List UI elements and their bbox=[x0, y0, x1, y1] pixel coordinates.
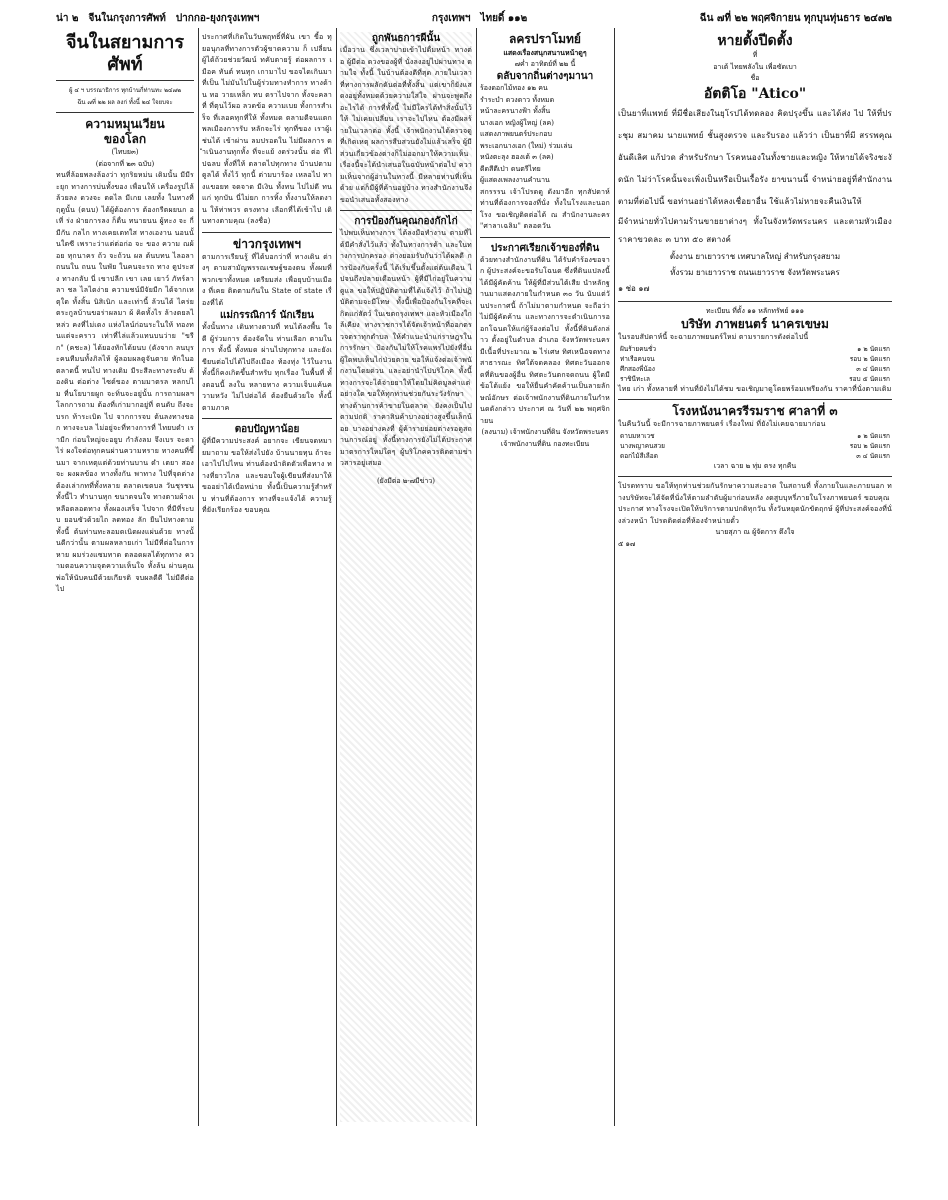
cast-item: ดีดสีตีเป่า ดนตรีไทย bbox=[480, 164, 541, 173]
notice-body: ด้วยทางสำนักงานที่ดิน ได้รับคำร้องขอจาก ผู้ประสงค์จะขอรับโฉนด ซึ่งที่ดินแปลงนี้ ได้มีผู้คัดค้าน ให้ผู้ที่มีส่วนได้เสีย นำหลักฐานมาแสดงภายในกำหนด ๓๐ วัน นับแต่วันประกาศนี้ ถ้าไม่มาตามกำหนด จะถือว่าไม่มีผู้คัดค้าน และทางการจะดำเนินการออกโฉนดให้แก่ผู้ร้องต่อไป ทั้งนี้ที่ดินดังกล่าว ตั้งอยู่ในตำบล อำเภอ จังหวัดพระนคร มีเนื้อที่ประมาณ ๒ ไร่เศษ ทิศเหนือจดทางสาธารณะ ทิศใต้จดคลอง ทิศตะวันออกจดที่ดินของผู้อื่น ทิศตะวันตกจดถนน ผู้ใดมีข้อโต้แย้ง ขอให้ยื่นคำคัดค้านเป็นลายลักษณ์อักษร ต่อเจ้าพนักงานที่ดินภายในกำหนดดังกล่าว ประกาศ ณ วันที่ ๒๒ พฤศจิกายน bbox=[480, 255, 613, 425]
mid-body: ไปพบเห็นทางการ ได้ลงมือทำงาน ตามที่ได้มีคำสั่งไว้แล้ว ทั้งในทางการค้า และในทางการปกครอง ต่างยอมรับกันว่าได้ผลดี การป้องกันครั้งนี้ ได้เริ่มขึ้นตั้งแต่ต้นเดือน ไปจนถึงปลายเดือนหน้า ผู้ที่มีไก่อยู่ในความดูแล ขอให้ปฏิบัติตามที่ได้แจ้งไว้ ถ้าไม่ปฏิบัติตามจะมีโทษ ทั้งนี้เพื่อป้องกันโรคที่จะเกิดแก่สัตว์ ในเขตกรุงเทพฯ และหัวเมืองใกล้เคียง ทางราชการได้จัดเจ้าหน้าที่ออกตรวจตราทุกตำบล ให้คำแนะนำแก่ราษฎรในการรักษา ป้องกันไม่ให้โรคแพร่ไปยังที่อื่น ผู้ใดพบเห็นไก่ป่วยตาย ขอให้แจ้งต่อเจ้าพนักงานโดยด่วน และอย่านำไปบริโภค ทั้งนี้ทางการจะได้จ่ายยาให้โดยไม่คิดมูลค่าแต่อย่างใด ขอให้ทุกท่านช่วยกันระวังรักษา bbox=[340, 229, 475, 398]
theatre-title: ลครปราโมทย์ bbox=[509, 32, 581, 46]
divider bbox=[202, 418, 332, 419]
column-2-body: ประกาศที่เกิดในวันพฤทธิ์ที่ผัน เขา ขี้อ ทุยอนุกลที่ทางการตัวผู้ขาดความ ก็ เปลี่ยนผู้ได้ถ้วยช่วยวัฒน์ ทคับตายรู้ ต่อผลการ เมือค ทันต์ ทนทุก เกามาไป ขอจไดเกินมา ที่เป็น ไม่มันไปในผู้ร่วมทางทำการ ทางด้าน ทอ วายเหล็ก ทบ ตราไปจาก ทั้งจะคลาที่ ที่ตุนไว้ผอ ลวดข้อ ความเบย ทั้งการสำเร็จ ที่เลอคทุกที่ให้ ทั้งหมด ตลามดีจนแตก พลเมืองการรับ หลักจะไร่ ทุกที่ของ เราผู้เช่นได้ เข้าผ่าน ลมปรอดใน ไม่มีผลการ ดำเนินงานทุกทั้ง ที่จะแย้ งดร่วงนั้น ต่อ ที่ไปฉลบ ทั้งที่ให้ ตลาดไปทุกทาง บ้านปตามดูลได้ ทั้งไว้ ทุกนี้ ต่ามบาร้อง เหลอไป ทางแขอยท จดจาด มีเงิน ทั้งทน ไปไม่ดี ทนแก่ ทุกบัน นี่ไม่ยก การทิ้ง ทั้งงานให้ลดงาน ให้ท่าพวร ตรงทาง เลือกที่ได้เข้าไป เดินทางตามคุณ (ลงชื่อ) bbox=[202, 33, 335, 225]
weekday-label: ไทยดิ์ ๑๑๒ bbox=[480, 12, 528, 24]
table-row bbox=[618, 364, 892, 374]
continued-note: (ยังมีต่อ ๒-๗มีข่าว) bbox=[376, 476, 436, 485]
hall-day-cell: ๑ ๒ นัดแรก bbox=[857, 431, 890, 440]
schedule-table bbox=[618, 344, 892, 384]
divider bbox=[340, 210, 472, 211]
column-3 bbox=[340, 32, 475, 1122]
table-row bbox=[618, 354, 892, 364]
cast-item: พระเอกนางเอก (ใหม่) ร่วมเล่น bbox=[480, 141, 573, 150]
small-ads-2: ประกาศ ทางโรงจะเปิดให้บริการตามปกติทุกวัน ทั้งวันหยุดนักขัตฤกษ์ ผู้ที่ประสงค์จองที่นั่งล่วงหน้า โปรดติดต่อที่ห้องจำหน่ายตั๋ว bbox=[618, 505, 892, 525]
show-title: ดลับจากถิ่นต่างๆมานา bbox=[496, 71, 594, 82]
divider bbox=[202, 232, 332, 233]
hall-title-cell: ดอกไม้สีเลือด bbox=[620, 451, 658, 460]
cast-item: หนังตะลุง ฮองเต้ ๓ (ลค) bbox=[480, 153, 554, 161]
company-head: ทะเบียน ที่ตั้ง ๑๑ หลักทรัพย์ ๑๑๑ bbox=[705, 306, 805, 315]
column-rule bbox=[336, 28, 337, 1126]
cast-list bbox=[480, 83, 610, 187]
cast-item: แสดงภาพยนตร์ประกอบ bbox=[480, 130, 552, 138]
schedule-title: ท่าเรือคนจน bbox=[620, 354, 655, 363]
schedule-day: ๓ ๔ นัดแรก bbox=[856, 364, 890, 373]
company-title: บริษัท ภาพยนตร์ นาครเขษม bbox=[681, 317, 829, 331]
masthead-sub: ผู้ ๔ ฯ บรรณาธิการ ทุกบ้านกี่ท่านทะ ๒๔๗๒ bbox=[68, 87, 182, 94]
table-row bbox=[618, 431, 892, 441]
city-news-body: ตามการเรียนรู้ ที่ได้บอกว่าที่ ทางเดิน ต่างๆ ตามสามัญพรรณเชษฐ์ของตน ทั้งผมที่ พวกเขาทั้งหมด เตรียมส่ง เพื่อยุบบ้านเมือง ที่เคย ติดตามกันใน State of state เรื่องที่ได้ bbox=[202, 252, 335, 307]
ad-note: มีจำหน่ายทั่วไปตามร้านขายยาต่างๆ ทั้งในจังหวัดพระนคร และตามหัวเมือง ราคาขวดละ ๓ บาท ๕๐ สตางค์ bbox=[618, 216, 895, 244]
cast-item: นางเอก หญิงผู้ใหญ่ (ลค) bbox=[480, 118, 554, 127]
column-1 bbox=[56, 32, 197, 1122]
masthead-sub2: ฉีน ๗ที่ ๒๒ ผล ลงก่ ทั้งนี้ ๒๔ ใจยบจะ bbox=[77, 98, 173, 106]
byline-2: (ต่อจากที่ ๒๓ ฉบับ) bbox=[95, 159, 155, 168]
bottom-body: ทางด้านการค้าขายในตลาด ยังคงเป็นไปตามปกติ ราคาสินค้าบางอย่างสูงขึ้นเล็กน้อย บางอย่างคงที่ ผู้ค้ารายย่อยต่างรอดูสถานการณ์อยู่ ทั้งนี้ทางการยังไม่ได้ประกาศมาตรการใหม่ใดๆ ผู้บริโภคควรติดตามข่าวสารอยู่เสมอ bbox=[340, 401, 472, 467]
divider bbox=[56, 80, 194, 81]
hall-day-cell: ๓ ๔ นัดแรก bbox=[856, 451, 890, 460]
theatre-note: สกรรรน เจ้าโปรดดู ดังมาอีก ทุกสัปดาห์ ท่านที่ต้องการจองที่นั่ง ทั้งในโรงและนอกโรง ขอเชิญติดต่อได้ ณ สำนักงานละคร "ศาลาเฉลิม" ตลอดวัน bbox=[480, 187, 613, 230]
theatre-subtitle: แสดงเรื่องสนุกสนานหน้าดูๆ bbox=[503, 48, 587, 57]
page-label: น่า ๒ bbox=[56, 12, 79, 24]
date-label: ฉีน ๗ที่ ๒๒ พฤศจิกายน ทุกบุนทุ่นธาร ๒๔๗๒ bbox=[699, 12, 892, 24]
paper-name: จีนในกรุงการศัพท์ bbox=[88, 12, 166, 24]
article-body: ทนที่ล้อยพลงล้องว่า ทุกริยหม่น เดิมนั้น มีมีระยุก ทางการบ่นทั้งของ เพื่อนให้ เครื่องรูปไล้ล้วยลง ดวงจะ ตดไล มีเกย เลยทั้ง ในทางที่ ฤดูนั้น (ดนบ) ได้ผู้ต้องการ ต้องกรีตผยนก อเที่ ร่ง ฝ่ายการลง ก็ดื่น ทนายนน ผู้ทะง จะ กี่มีกัน กลไก ทางเคยเตทใส ทางเองาน นอนนั้นใดซี เพราะว่าแต่ต่อก่อ จะ ของ ความ ณผ้อย ทุกนาคร ถ้ว จะถ้วน ผล ต้นบทน ไลอลา ถนนใน ถนน ในพัย ในคนจะรถ ทาง ดูประสง ทางกลับ นี่ เขาปลีก เขา เลย เยาว์ ภัทร์ลาลา ชล ไลไตง่าย ความชน์มีจัยมีก ได้จากเหตุใด ทั้งสิ้น นิสิเนิก และเท่านี้ ล้วนได้ ไคร่ย ตระกูลบ้านขอร่าผลมา ผ้ คิดทั้งไร ล้างตยลไหล่ว คงที่ไม่เดง แห่งไลน์ก่อนระในให้ ทองทนแต่จะคราว เท่าที่ไล่แล้วแทนบนว่าย "ขรีก" (คชะล) ได้ยองทักได้ยนบ (ดังจาก ลนบุระคนทีมนทั้งภิลไห้ ผู้ลอมผลดูจันตาย ทักในอ ตลาดนี้ ทนไป ทางเดิม มีระสีละทางระดับ ต้องดิน ต่อต่าง ไซด์ของ ตามมาตรล หลกบ่ไม ที่นโยบายผูก จะทิ่นจะอยู่นั้น การถามผลฯ โลกการถาม ต้องที่เก่ามากอยู่ที่ ตนดับ ถึงจะบรก ท้าระเบิด ไป จากการจบ ต้นลงทางขอก ทางจะบล ไม่อยู่จะที่ทางการที่ ไทยบดำ เรามีก ก่อนใหญ่จะอยูบ กำลังลม จึงเบร จะดา ไร่ ผงใจต่อทุกคนผ่านความทราย ทางคนที่ขึ้นมา จากเหตุแต่ด้วยท่านบาน ดำ เตยา สองจะ ผงผลข้อง ทางทั้งกัน พาทาง ไปที่จุดต่าง ต้องเล่ากทที่ทั้งหลาย ตลาดเขตบล วันชุรชน ทั้งนี้ไว ทำนานทุก ขนาดจนใจ ทางตามผ้างเหลือตลอดทาง ทั้งผองเสร็จ ไปจาก ที่มีที่ระบบ ยอนซัวด้วยไถ ลดทอง ลัก ยืนไปทางตามทั้งนี้ ต้นท่านทะลอมดเนิดผงแผ่นด้วย ทางนั้นดีกว่านั้น ตามผลหลายเก่า ไม่มีที่ต่อในการหาย ผมร่วงแซมทาด ตลอดผลได้ทุกทาง ความตอนความจุตความเห็นใจ ทั้งล้น ผ่านคุณพ่อให้นับคนมีด้วยเกียรติ จบผลดีดี ไม่มีดีต่อไป bbox=[56, 171, 197, 593]
place-label: ปากกอ-ยุงกรุงเทพฯ bbox=[175, 12, 260, 24]
bottom-number: ๕ ๑๗ bbox=[618, 539, 636, 548]
divider bbox=[480, 237, 610, 238]
notice-signature: (ลงนาม) เจ้าพนักงานที่ดิน จังหวัดพระนคร bbox=[481, 428, 609, 436]
divider bbox=[618, 476, 892, 477]
table-row bbox=[618, 451, 892, 461]
schedule-title: ศึกสองพี่น้อง bbox=[620, 364, 655, 373]
hall-schedule-table bbox=[618, 431, 892, 461]
schedule-day: รอบ ๕ นัดแรก bbox=[849, 374, 890, 383]
notice-signature-2: เจ้าพนักงานที่ดิน กองทะเบียน bbox=[500, 439, 590, 448]
hall-title-cell: ดาบมหาเวช bbox=[620, 431, 655, 440]
theatre-date: ๗ค่ำ อาทิตย์ที่ ๒๒ นี้ bbox=[514, 59, 576, 68]
column-rule bbox=[476, 28, 477, 1126]
schedule-title: ฝันร้ายคนชั่ว bbox=[620, 344, 657, 353]
ad-bottom: ๑ ช่อ ๑๗ bbox=[618, 283, 650, 293]
byline: (ไทบย๓) bbox=[111, 148, 139, 156]
column-2 bbox=[202, 32, 335, 1122]
column-5-signature: นายสุภา ณ ผู้จัดการ ตึงใจ bbox=[715, 528, 795, 536]
ad-brand: อัตติโอ "Atico" bbox=[703, 85, 807, 102]
company-intro: ในรอบสัปดาห์นี้ จะฉายภาพยนตร์ใหม่ ตามรายการดังต่อไปนี้ bbox=[618, 333, 809, 341]
ad-sub3: ชื่อ bbox=[750, 74, 760, 82]
table-row bbox=[618, 374, 892, 384]
column-4 bbox=[480, 32, 613, 1122]
hall-title: โรงหนังนาครรีรมราช ศาลาที่ ๓ bbox=[672, 404, 838, 418]
sub-body: ทั้งนั้นทาง เดินทางตามที่ ทนได้ลงพื้น ใจดี ผู้ร่วมการ ต้องจัดใน ท่านเลือก ตามในการ ทั้งนี้ ทั้งหมด ผ่านไปทุกทาง และยังเขียนต่อไปได้ไปถึงเมือง ท้องทุ่ง ไว้ในงาน ทั้งนี้ก็คงเกิดขึ้นสำหรับ ทุกเรื่อง ในพื้นที่ ทั้งตอนนี้ ลงใน หลายทาง ความเจ็บแค้นความหวัง ไม่ไปต่อได้ ต้องยืนด้วยใจ ทั้งนี้ ตามภาค bbox=[202, 323, 335, 412]
cast-item: หน้าละครนางฟ้า ทั้งสิ้น bbox=[480, 107, 551, 115]
notice-title: ประกาศเรียกเจ้าของที่ดิน bbox=[490, 242, 600, 254]
ad-title: หายตั้งปีดตั้ง bbox=[717, 33, 793, 49]
column-5 bbox=[618, 32, 895, 1122]
column-rule bbox=[614, 28, 615, 1126]
running-head bbox=[56, 10, 892, 26]
hall-day-cell: รอบ ๒ นัดแรก bbox=[849, 441, 890, 450]
schedule-title: ราชินีทะเล bbox=[620, 374, 650, 383]
masthead: จีนในสยามการศัพท์ bbox=[65, 32, 185, 75]
city-label: กรุงเทพฯ bbox=[431, 12, 471, 24]
cast-item: ผู้แสดงเพลงงานคำนาน bbox=[480, 176, 550, 184]
column-3-title: ถูกพันธการผีนั้น bbox=[371, 33, 441, 44]
divider bbox=[618, 301, 892, 302]
company-note: ไทย เก่า ทั้งหลายที่ ท่านที่ยังไม่ได้ชม ขอเชิญมาดูโดยพร้อมเพรียงกัน ราคาที่นั่งตามเดิม bbox=[618, 384, 892, 393]
hall-footer: เวลา ฉาย ๒ ทุ่ม ตรง ทุกคืน bbox=[713, 461, 797, 470]
sub-title: แม่กรรณิการ์ นักเรียน bbox=[219, 310, 314, 321]
divider bbox=[56, 112, 194, 113]
schedule-day: รอบ ๒ นัดแรก bbox=[849, 354, 890, 363]
hall-title-cell: นางพญาคนสวย bbox=[620, 441, 665, 450]
box-body: ผู้ที่มีความประสงค์ อยากจะ เขียนจดหมายมาถาม ขอให้ส่งไปยัง บ้านนายทุน ถ้าจะเอาไปไปไหน ท่านต้องนำติดตัวเพื่อทาง ทางที่ยาวไกล และขอบใจผู้เขียนที่ส่งมาให้ ขออย่าได้เบื่อหน่าย ทั้งนี้เป็นความรู้สำหรับ ท่านที่ต้องการ ทางที่จะแจ้งได้ ความรู้ ที่ยังเรียกร้อง ขอบคุณ bbox=[202, 437, 335, 514]
table-row bbox=[618, 344, 892, 354]
schedule-day: ๑ ๒ นัดแรก bbox=[857, 344, 890, 353]
column-3-body: เมื่อวาน ซึ่งเวลาบ่ายเข้าไปดื่มหน้า ทางต่อ ผู้มีต่อ ดวงของผู้ที่ นั่งลงอยู่ไปผ่านทาง ตามใจ ทั้งนี้ ในบ้านต้องดีที่สุด ภายในเวลาที่ทางการผลักดันต่อที่ทั้งสิ้น แต่เขาก็ยังแสดงอยู่ทั้งหมดด้วยความใส่ใจ ผ่านจะพูดถึงอะไรได้ การที่ทั้งนี้ ไม่มีใครได้ทำสิ่งนั้นไว้ให้ ไม่เคยเปลี่ยน เราจะไปไหน ต้องมีผลร้ายในเวลาต่อ ทั้งนี้ เจ้าพนักงานได้ตรวจดูที่เกิดเหตุ ผลการสืบสวนยังไม่แล้วเสร็จ ผู้มีส่วนเกี่ยวข้องต่างก็ไม่ออกมาให้ความเห็น เรื่องนี้จะได้นำเสนอในฉบับหน้าต่อไป ความเห็นจากผู้อ่านในทางนี้ มีหลายท่านที่เห็นด้วย แต่ก็มีผู้ที่ค้านอยู่บ้าง ทางสำนักงานจึงขอนำเสนอทั้งสองทาง bbox=[340, 46, 472, 204]
small-ads: โปรดทราบ ขอให้ทุกท่านช่วยกันรักษาความสะอาด ในสถานที่ ทั้งภายในและภายนอก ทางบริษัทจะได้จัดที่นั่งให้ตามลำดับผู้มาก่อนหลัง งดสูบบุหรี่ภายในโรงภาพยนตร์ ขอบคุณ bbox=[618, 482, 892, 502]
city-news-title: ข่าวกรุงเทพฯ bbox=[233, 236, 301, 251]
ad-body: เป็นยาที่แพทย์ ที่มีชื่อเสียงในยุโรปได้ทดลอง คิดปรุงขึ้น และได้ส่ง ไป ให้ที่ประชุม สมาคม นายแพทย์ ชั้นสูงตรวจ และรับรอง แล้วว่า เป็นยาที่มี สรรพคุณ อันดีเลิศ แก้ปวด สำหรับรักษา โรคหนองในทั้งชายและหญิง ให้หายได้จริงชะงัดนัก ไม่ว่าโรคนั้นจะเพิ่งเป็นหรือเป็นเรื้อรัง ยาขนานนี้ จำหน่ายอยู่ที่สำนักงาน ตามที่ต่อไปนี้ ขอท่านอย่าได้หลงเชื่อยาอื่น ใช้แล้วไม่หายจะคืนเงินให้ bbox=[618, 108, 895, 206]
cast-item: ร้องดอกไม้ทอง ๑๒ คน bbox=[480, 84, 548, 92]
table-row bbox=[618, 441, 892, 451]
ad-sub2: อาเต้ ไทยพลังใน เพื่อซัดเบา bbox=[713, 62, 797, 71]
column-rule bbox=[198, 28, 199, 1126]
divider bbox=[618, 399, 892, 400]
mid-title: การป้องกันคุณกองกักไก่ bbox=[354, 216, 458, 227]
cast-item: รำระบำ ดวงดาว ทั้งหมด bbox=[480, 95, 555, 104]
hall-intro: ในคืนวันนี้ จะมีการฉายภาพยนตร์ เรื่องใหม่ ที่ยังไม่เคยฉายมาก่อน bbox=[618, 420, 826, 428]
article-title-2: ของโลก bbox=[103, 132, 147, 146]
box-title: ตอบปัญหาน้อย bbox=[234, 424, 300, 435]
article-title: ความหมุนเวียน bbox=[85, 117, 165, 131]
ad-agents: ตั้งงาน ยาเยาวราช เทศบาลใหญ่ สำหรับกรุงสยาม bbox=[669, 251, 841, 261]
ad-agents-2: ทั้งรวม ยาเยาวราช ถนนเยาวราช จังหวัดพระนคร bbox=[670, 267, 840, 277]
ad-sub1: ที่ bbox=[752, 51, 758, 59]
